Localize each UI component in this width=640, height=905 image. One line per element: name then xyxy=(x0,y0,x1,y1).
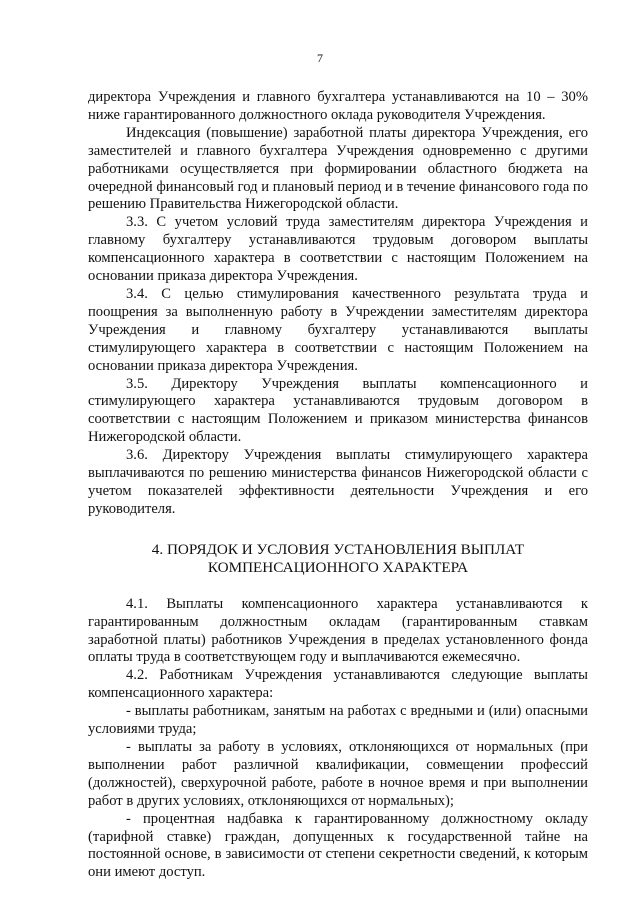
paragraph-4-1: 4.1. Выплаты компенсационного характера устанавливаются к гарантированным должностным окладам (гарантированным ставкам заработной платы) работников Учреждения в пределах установленного фонда оплаты труда в соответствующем году и выплачиваются ежемесячно. xyxy=(88,595,588,666)
paragraph-3-3: 3.3. С учетом условий труда заместителям директора Учреждения и главному бухгалтеру устанавливаются трудовым договором выплаты компенсационного характера в соответствии с настоящим Положением на основании приказа директора Учреждения. xyxy=(88,214,588,285)
page-number: 7 xyxy=(317,51,323,65)
section-heading xyxy=(88,541,588,578)
paragraph-3-4: 3.4. С целью стимулирования качественного результата труда и поощрения за выполненную работу в Учреждении заместителям директора Учреждения и главному бухгалтеру устанавливаются выплаты стимулирующего характера в соответствии с настоящим Положением на основании приказа директора Учреждения. xyxy=(88,285,588,374)
document-body xyxy=(88,89,588,882)
paragraph-indexation: Индексация (повышение) заработной платы директора Учреждения, его заместителей и главного бухгалтера Учреждения одновременно с другими работниками осуществляется при формировании областного бюджета на очередной финансовый год и плановый период и в течение финансового года по решению Правительства Нижегородской области. xyxy=(88,124,588,213)
paragraph-3-6: 3.6. Директору Учреждения выплаты стимулирующего характера выплачиваются по решению министерства финансов Нижегородской области с учетом показателей эффективности деятельности Учреждения и его руководителя. xyxy=(88,447,588,517)
list-item-abnormal-conditions: - выплаты за работу в условиях, отклоняющихся от нормальных (при выполнении работ различной квалификации, совмещении профессий (должностей), сверхурочной работе, работе в ночное время и при выполнении работ в других условиях, отклоняющихся от нормальных); xyxy=(88,739,588,809)
paragraph-3-5: 3.5. Директору Учреждения выплаты компенсационного и стимулирующего характера устанавливаются трудовым договором в соответствии с настоящим Положением и приказом министерства финансов Нижегородской области. xyxy=(88,375,588,446)
list-item-harmful-conditions: - выплаты работникам, занятым на работах с вредными и (или) опасными условиями труда; xyxy=(88,703,588,738)
paragraph-4-2: 4.2. Работникам Учреждения устанавливаются следующие выплаты компенсационного характера: xyxy=(88,667,588,702)
section-heading-line-2: КОМПЕНСАЦИОННОГО ХАРАКТЕРА xyxy=(207,559,469,577)
section-heading-line-1: 4. ПОРЯДОК И УСЛОВИЯ УСТАНОВЛЕНИЯ ВЫПЛАТ xyxy=(151,540,525,558)
list-item-state-secret-allowance: - процентная надбавка к гарантированному должностному окладу (тарифной ставке) граждан, допущенных к государственной тайне на постоянной основе, в зависимости от степени секретности сведений, к которым они имеют доступ. xyxy=(88,810,588,881)
paragraph-continuation: директора Учреждения и главного бухгалтера устанавливаются на 10 – 30% ниже гарантированного должностного оклада руководителя Учреждения. xyxy=(88,89,588,123)
